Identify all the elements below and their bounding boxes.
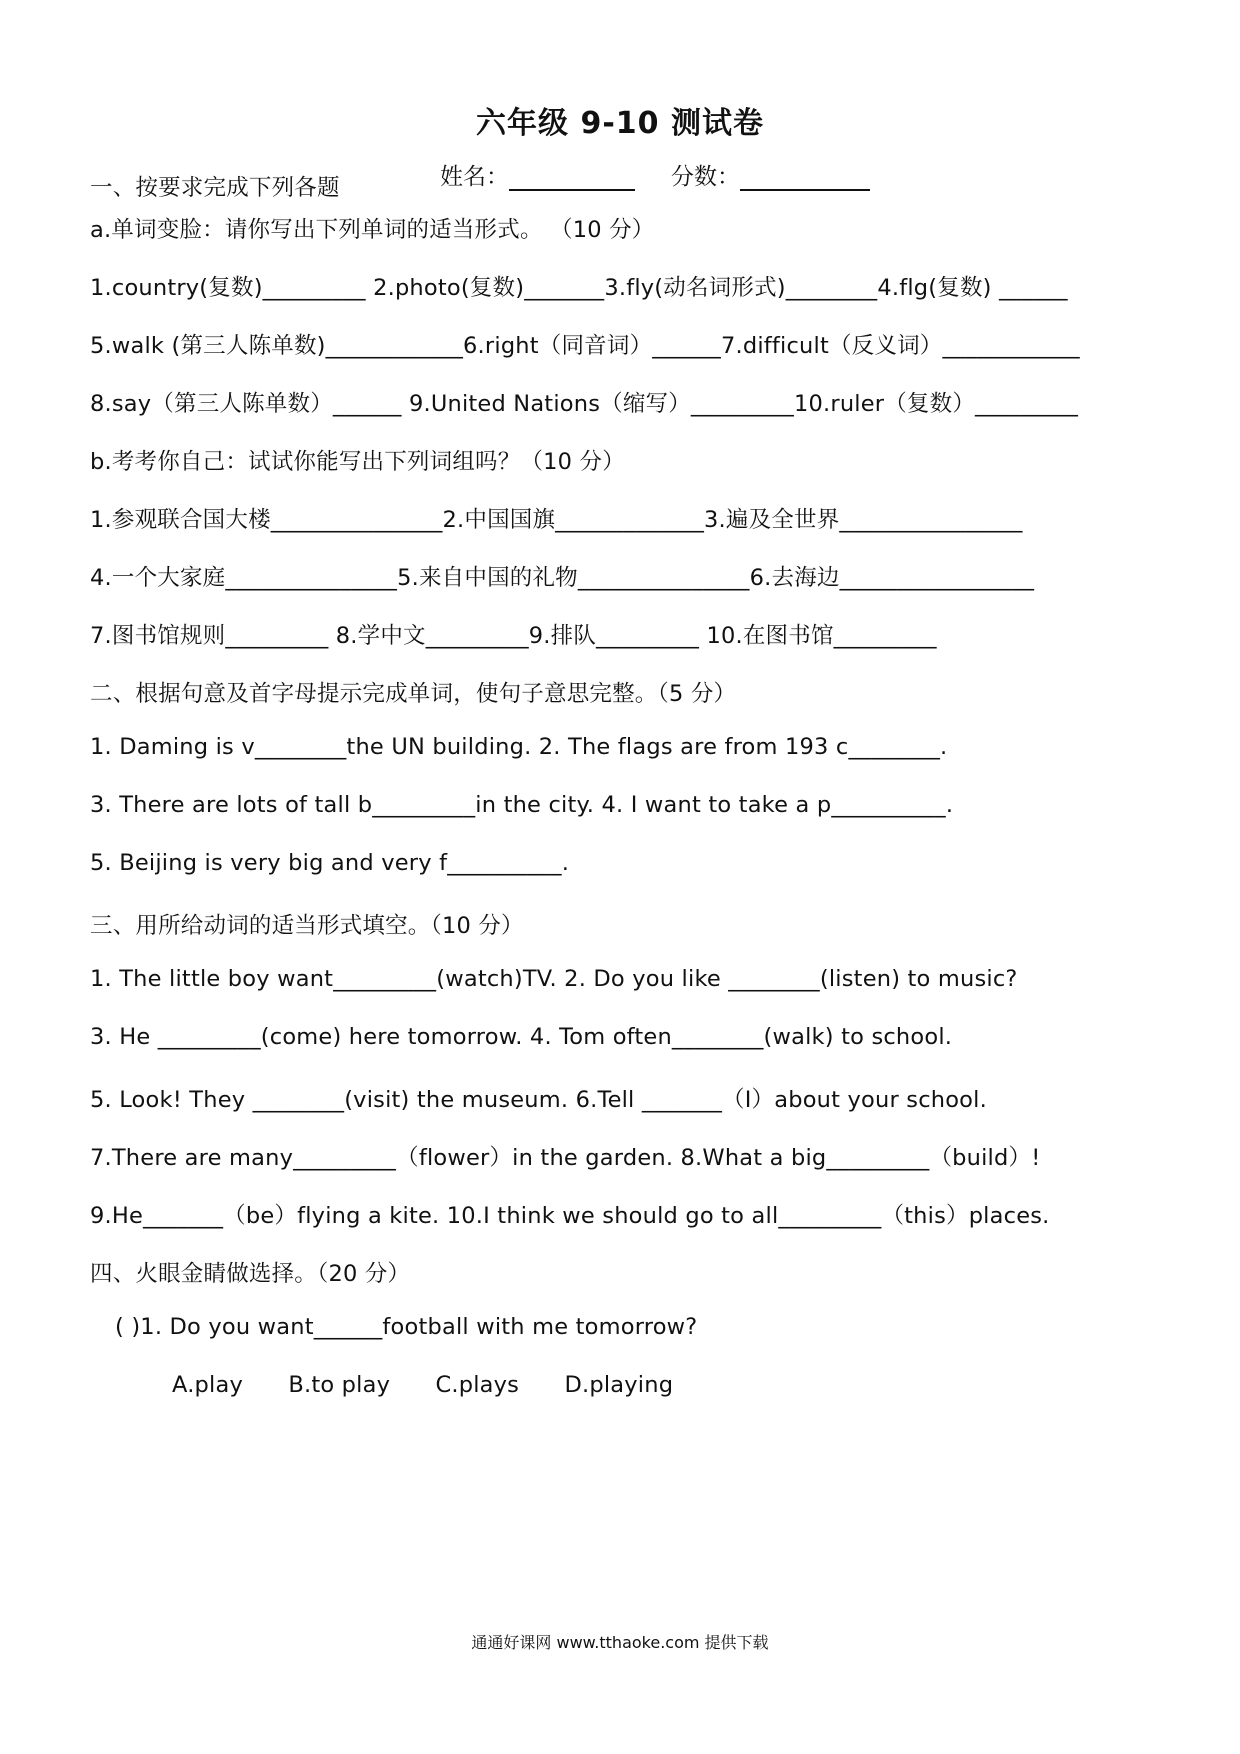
part-a-line-3: 8.say（第三人陈单数）______ 9.United Nations（缩写）_________10.ruler（复数）_________ xyxy=(90,391,1079,417)
option-d: D.playing xyxy=(564,1372,674,1398)
part-b-line-3: 7.图书馆规则_________ 8.学中文_________9.排队_________ 10.在图书馆_________ xyxy=(90,623,937,649)
section-4-heading: 四、火眼金睛做选择。（20 分） xyxy=(90,1261,411,1287)
part-b-line-1: 1.参观联合国大楼_______________2.中国国旗_____________3.遍及全世界________________ xyxy=(90,507,1023,533)
part-a-line-2: 5.walk (第三人陈单数)____________6.right（同音词）______7.difficult（反义词）____________ xyxy=(90,333,1080,359)
footer-credit: 通通好课网 www.tthaoke.com 提供下载 xyxy=(471,1633,769,1652)
section-3-line-4: 7.There are many_________（flower）in the garden. 8.What a big_________（build）! xyxy=(90,1145,1041,1171)
part-b-heading: b.考考你自己：试试你能写出下列词组吗？（10 分） xyxy=(90,449,625,475)
section-3-line-2: 3. He _________(come) here tomorrow. 4. Tom often________(walk) to school. xyxy=(90,1024,953,1050)
section-2-line-1: 1. Daming is v________the UN building. 2. The flags are from 193 c________. xyxy=(90,734,948,760)
section-2-heading: 二、根据句意及首字母提示完成单词，使句子意思完整。（5 分） xyxy=(90,681,737,707)
section-1-heading: 一、按要求完成下列各题 xyxy=(90,175,340,201)
section-3-line-5: 9.He_______（be）flying a kite. 10.I think we should go to all_________（this）places. xyxy=(90,1203,1050,1229)
name-label: 姓名： xyxy=(440,164,509,190)
score-label: 分数： xyxy=(671,164,740,190)
section-3-line-1: 1. The little boy want_________(watch)TV. 2. Do you like ________(listen) to music? xyxy=(90,966,1018,992)
section-3-heading: 三、用所给动词的适当形式填空。（10 分） xyxy=(90,913,524,939)
question-1-stem: ( )1. Do you want______football with me tomorrow? xyxy=(115,1314,698,1340)
option-c: C.plays xyxy=(435,1372,520,1398)
option-a: A.play xyxy=(172,1372,243,1398)
part-b-line-2: 4.一个大家庭_______________5.来自中国的礼物_______________6.去海边_________________ xyxy=(90,565,1035,591)
section-2-line-3: 5. Beijing is very big and very f__________. xyxy=(90,850,570,876)
question-1-options xyxy=(172,1372,1240,1398)
part-a-heading: a.单词变脸：请你写出下列单词的适当形式。 （10 分） xyxy=(90,217,655,243)
section-2-line-2: 3. There are lots of tall b_________in the city. 4. I want to take a p__________. xyxy=(90,792,954,818)
page-title: 六年级 9-10 测试卷 xyxy=(476,106,764,141)
section-3-line-3: 5. Look! They ________(visit) the museum. 6.Tell _______（I）about your school. xyxy=(90,1087,987,1113)
option-b: B.to play xyxy=(288,1372,391,1398)
part-a-line-1: 1.country(复数)_________ 2.photo(复数)_______3.fly(动名词形式)________4.flg(复数) ______ xyxy=(90,275,1068,301)
